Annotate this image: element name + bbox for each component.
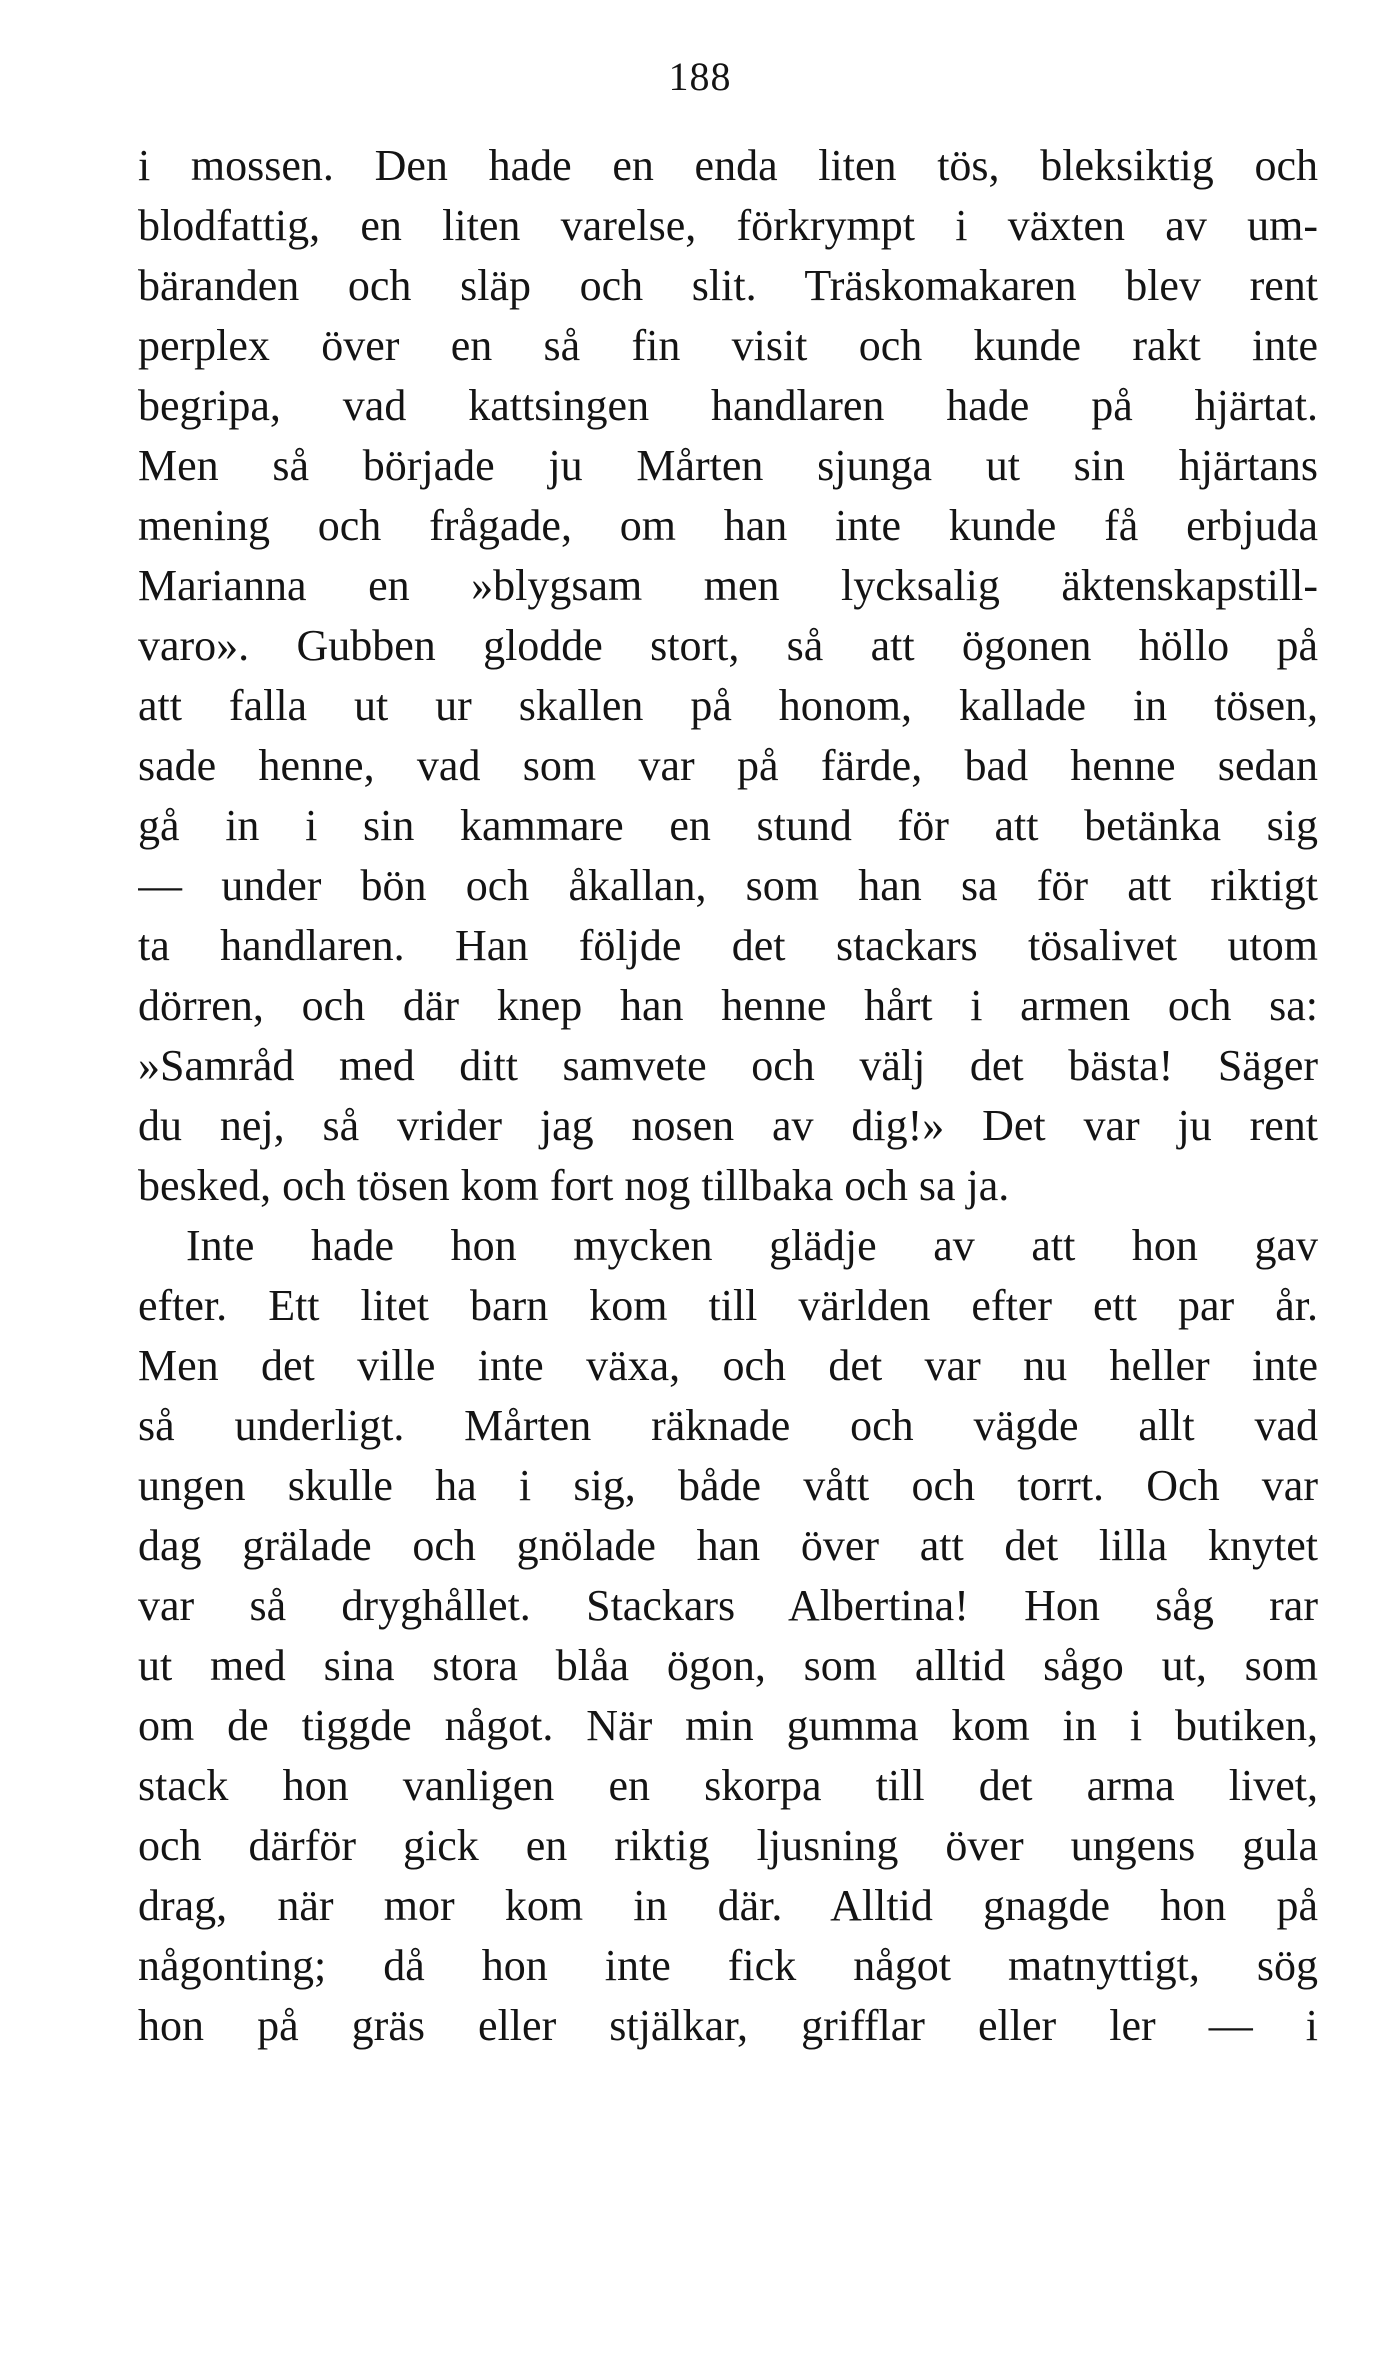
text-line: ta handlaren. Han följde det stackars tösalivet utom <box>138 921 1318 970</box>
text-line: besked, och tösen kom fort nog tillbaka och sa ja. <box>138 1161 1010 1210</box>
text-line: stack hon vanligen en skorpa till det arma livet, <box>138 1761 1318 1810</box>
text-line: i mossen. Den hade en enda liten tös, bleksiktig och <box>138 141 1318 190</box>
text-line: så underligt. Mårten räknade och vägde allt vad <box>138 1401 1318 1450</box>
text-line: perplex över en så fin visit och kunde rakt inte <box>138 321 1318 370</box>
text-line: bäranden och släp och slit. Träskomakaren blev rent <box>138 261 1318 310</box>
text-line: dörren, och där knep han henne hårt i armen och sa: <box>138 981 1318 1030</box>
text-line: sade henne, vad som var på färde, bad henne sedan <box>138 741 1318 790</box>
text-line: du nej, så vrider jag nosen av dig!» Det var ju rent <box>138 1101 1318 1150</box>
text-line: Men så började ju Mårten sjunga ut sin hjärtans <box>138 441 1318 490</box>
text-line: begripa, vad kattsingen handlaren hade på hjärtat. <box>138 381 1318 430</box>
text-line: gå in i sin kammare en stund för att betänka sig <box>138 801 1318 850</box>
text-line: Marianna en »blygsam men lycksalig äktenskapstill- <box>138 561 1318 610</box>
page-number: 188 <box>668 54 732 99</box>
text-line: om de tiggde något. När min gumma kom in i butiken, <box>138 1701 1318 1750</box>
text-line: blodfattig, en liten varelse, förkrympt i växten av um- <box>138 201 1318 250</box>
text-line: hon på gräs eller stjälkar, grifflar eller ler — i <box>138 2001 1318 2050</box>
text-line: efter. Ett litet barn kom till världen efter ett par år. <box>138 1281 1318 1330</box>
text-line: någonting; då hon inte fick något matnyttigt, sög <box>138 1941 1318 1990</box>
text-line: ungen skulle ha i sig, både vått och torrt. Och var <box>138 1461 1318 1510</box>
text-line: — under bön och åkallan, som han sa för att riktigt <box>138 861 1318 910</box>
text-line: var så dryghållet. Stackars Albertina! Hon såg rar <box>138 1581 1318 1630</box>
text-line: mening och frågade, om han inte kunde få erbjuda <box>138 501 1318 550</box>
paragraph-2 <box>138 1216 1318 2056</box>
text-line: dag grälade och gnölade han över att det lilla knytet <box>138 1521 1318 1570</box>
body-text <box>138 136 1318 2056</box>
text-line: »Samråd med ditt samvete och välj det bästa! Säger <box>138 1041 1318 1090</box>
text-line: varo». Gubben glodde stort, så att ögonen höllo på <box>138 621 1318 670</box>
text-line: Men det ville inte växa, och det var nu heller inte <box>138 1341 1318 1390</box>
text-line: och därför gick en riktig ljusning över ungens gula <box>138 1821 1318 1870</box>
text-line: ut med sina stora blåa ögon, som alltid sågo ut, som <box>138 1641 1318 1690</box>
text-line: Inte hade hon mycken glädje av att hon gav <box>186 1221 1318 1270</box>
text-line: att falla ut ur skallen på honom, kallade in tösen, <box>138 681 1318 730</box>
text-line: drag, när mor kom in där. Alltid gnagde hon på <box>138 1881 1318 1930</box>
paragraph-1 <box>138 136 1318 1216</box>
